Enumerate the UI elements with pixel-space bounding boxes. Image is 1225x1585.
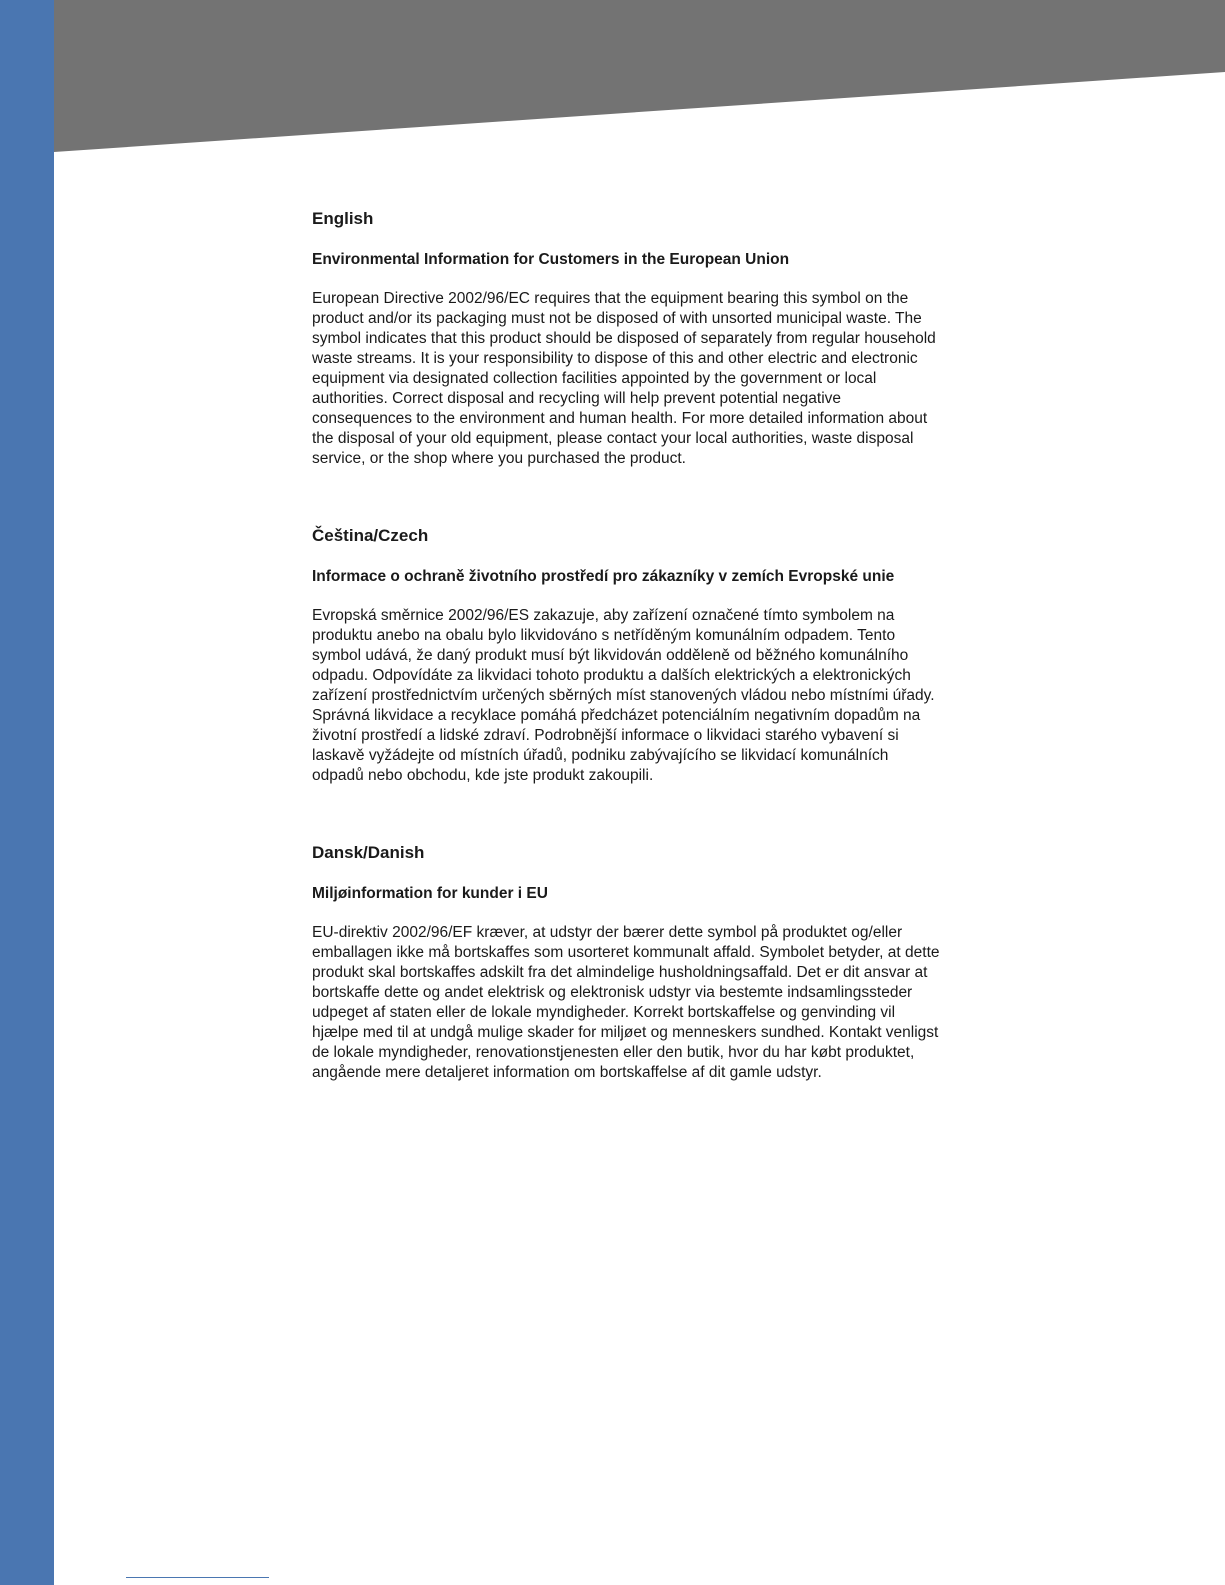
- footer-rule: [126, 1577, 269, 1578]
- section-danish: [312, 842, 942, 1083]
- section-czech: [312, 525, 942, 786]
- language-heading: English: [312, 209, 374, 228]
- language-heading: Čeština/Czech: [312, 526, 429, 545]
- section-body: European Directive 2002/96/EC requires that the equipment bearing this symbol on the product and/or its packaging must not be disposed of with unsorted municipal waste. The symbol indicates that this product should be disposed of separately from regular household waste streams. It is your responsibility to dispose of this and other electric and electronic equipment via designated collection facilities appointed by the government or local authorities. Correct disposal and recycling will help prevent potential negative consequences to the environment and human health. For more detailed information about the disposal of your old equipment, please contact your local authorities, waste disposal service, or the shop where you purchased the product.: [312, 290, 936, 467]
- section-body: EU-direktiv 2002/96/EF kræver, at udstyr der bærer dette symbol på produktet og/eller emballagen ikke må bortskaffes som usorteret kommunalt affald. Symbolet betyder, at dette produkt skal bortskaffes adskilt fra det almindelige husholdningsaffald. Det er dit ansvar at bortskaffe dette og andet elektrisk og elektronisk udstyr via bestemte indsamlingssteder udpeget af staten eller de lokale myndigheder. Korrekt bortskaffelse og genvinding vil hjælpe med til at undgå mulige skader for miljøet og menneskers sundhed. Kontakt venligst de lokale myndigheder, renovationstjenesten eller den butik, hvor du har købt produktet, angående mere detaljeret information om bortskaffelse af dit gamle udstyr.: [312, 924, 940, 1081]
- section-body: Evropská směrnice 2002/96/ES zakazuje, aby zařízení označené tímto symbolem na produktu anebo na obalu bylo likvidováno s netříděným komunálním odpadem. Tento symbol udává, že daný produkt musí být likvidován odděleně od běžného komunálního odpadu. Odpovídáte za likvidaci tohoto produktu a dalších elektrických a elektronických zařízení prostřednictvím určených sběrných míst stanovených vládou nebo místními úřady. Správná likvidace a recyklace pomáhá předcházet potenciálním negativním dopadům na životní prostředí a lidské zdraví. Podrobnější informace o likvidaci starého vybavení si laskavě vyžádejte od místních úřadů, podniku zabývajícího se likvidací komunálních odpadů nebo obchodu, kde jste produkt zakoupili.: [312, 607, 935, 784]
- side-color-band: [0, 0, 54, 1585]
- section-title: Informace o ochraně životního prostředí pro zákazníky v zemích Evropské unie: [312, 568, 895, 585]
- section-title: Environmental Information for Customers in the European Union: [312, 251, 790, 268]
- section-title: Miljøinformation for kunder i EU: [312, 885, 548, 902]
- language-heading: Dansk/Danish: [312, 843, 425, 862]
- document-content: [312, 208, 942, 1083]
- header-band-shape: [54, 0, 1225, 160]
- section-english: [312, 208, 942, 469]
- header-gray-band: [54, 0, 1225, 160]
